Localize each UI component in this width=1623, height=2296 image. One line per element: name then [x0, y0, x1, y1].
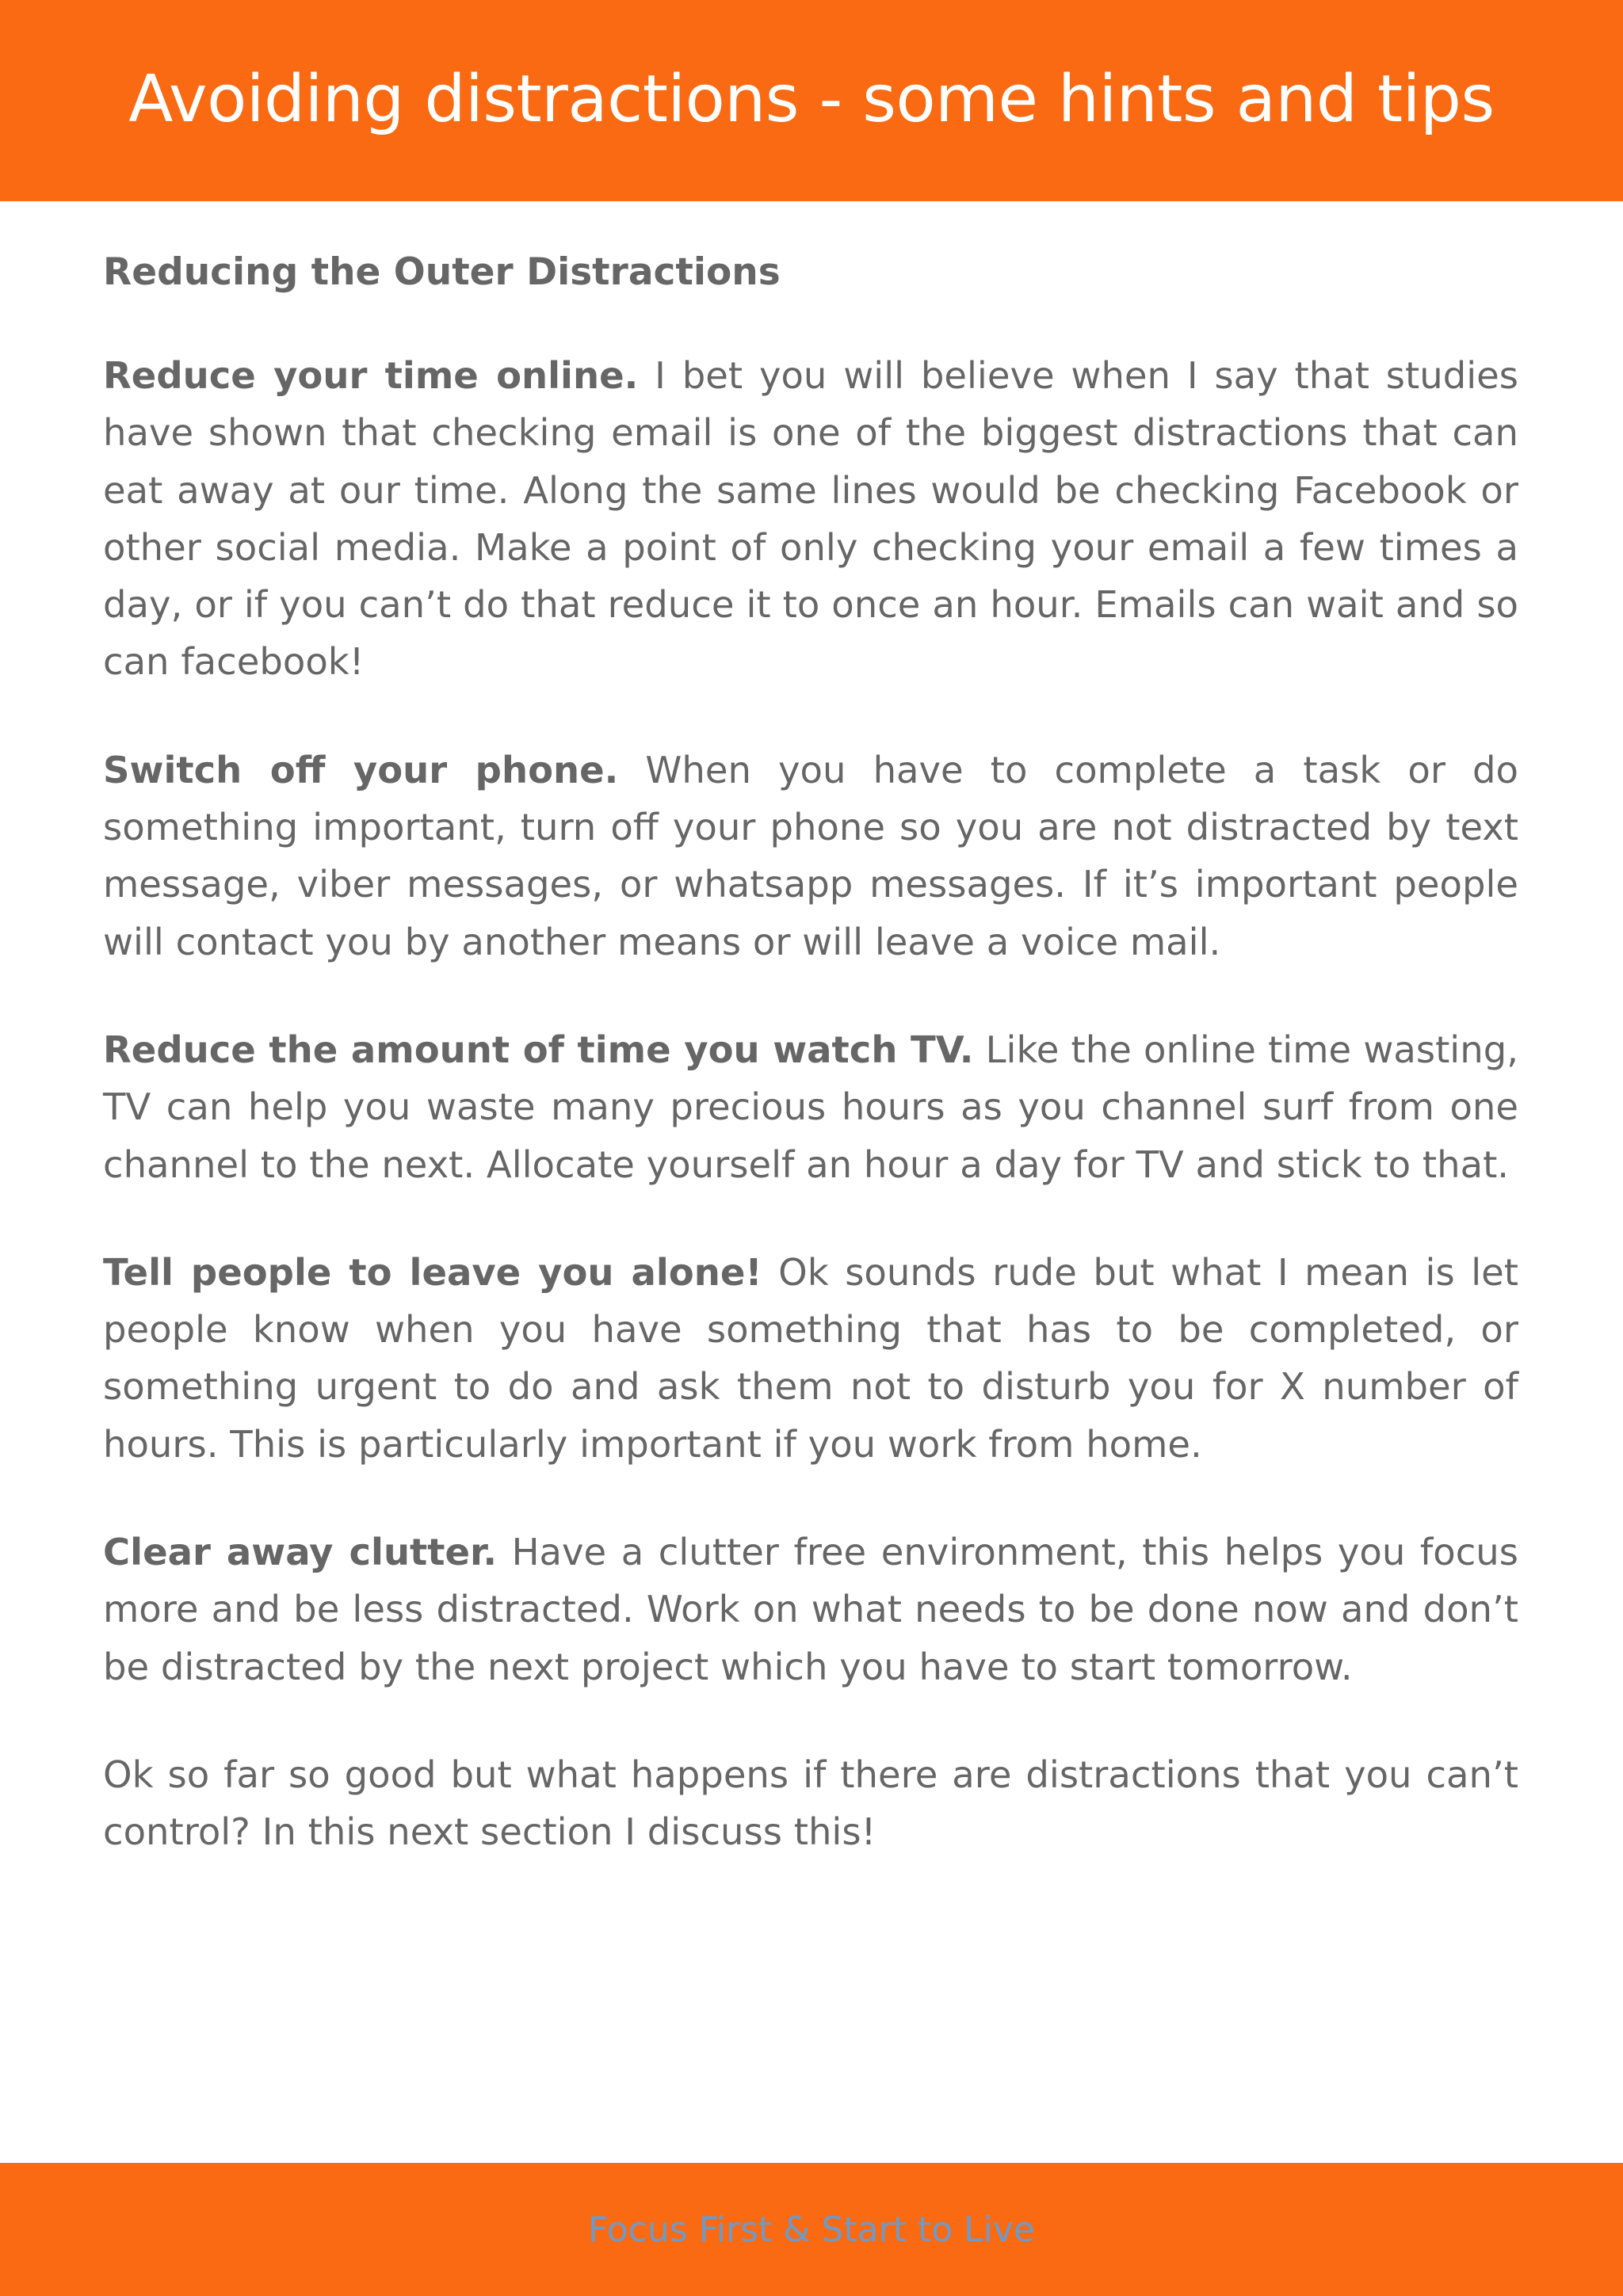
tip-body-online: I bet you will believe when I say that studies have shown that checking email is one of the biggest distractions that can eat away at our time. Along the same lines would be checking Facebook or other social media. Make a point of only checking your email a few times a day, or if you can’t do that reduce it to once an hour. Emails can wait and so can facebook!: [103, 354, 1519, 684]
tip-paragraph-phone: [103, 742, 1518, 971]
page-footer: [0, 2163, 1623, 2296]
tip-paragraph-online: [103, 347, 1518, 691]
tip-lead-online: Reduce your time online.: [103, 354, 639, 397]
tip-lead-people: Tell people to leave you alone!: [103, 1250, 762, 1294]
tip-body-tv: Like the online time wasting, TV can help you waste many precious hours as you channel surf from one channel to the next. Allocate yourself an hour a day for TV and stick to that.: [103, 1028, 1518, 1186]
tip-body-clutter: Have a clutter free environment, this helps you focus more and be less distracted. Work on what needs to be done now and don’t be distracted by the next project which you have to start tomorrow.: [103, 1531, 1518, 1688]
tip-paragraph-people: [103, 1244, 1518, 1473]
tip-paragraph-tv: [103, 1021, 1518, 1193]
tip-paragraph-clutter: [103, 1524, 1518, 1695]
page-title: Avoiding distractions - some hints and tips: [128, 61, 1495, 137]
closing-paragraph: Ok so far so good but what happens if there are distractions that you can’t control? In this next section I discuss this!: [103, 1753, 1518, 1854]
tip-lead-phone: Switch off your phone.: [103, 748, 619, 791]
tip-lead-clutter: Clear away clutter.: [103, 1531, 498, 1574]
tip-body-people: Ok sounds rude but what I mean is let people know when you have something that has to be completed, or something urgent to do and ask them not to disturb you for X number of hours. This is particularly important if you work from home.: [103, 1250, 1518, 1466]
section-heading: Reducing the Outer Distractions: [103, 250, 781, 294]
tip-lead-tv: Reduce the amount of time you watch TV.: [103, 1028, 974, 1071]
page-header: [0, 0, 1623, 201]
footer-tagline: Focus First & Start to Live: [587, 2209, 1035, 2250]
main-content: [103, 244, 1518, 1912]
tip-body-phone: When you have to complete a task or do something important, turn off your phone so you are not distracted by text message, viber messages, or whatsapp messages. If it’s important people will contact you by another means or will leave a voice mail.: [103, 748, 1518, 963]
